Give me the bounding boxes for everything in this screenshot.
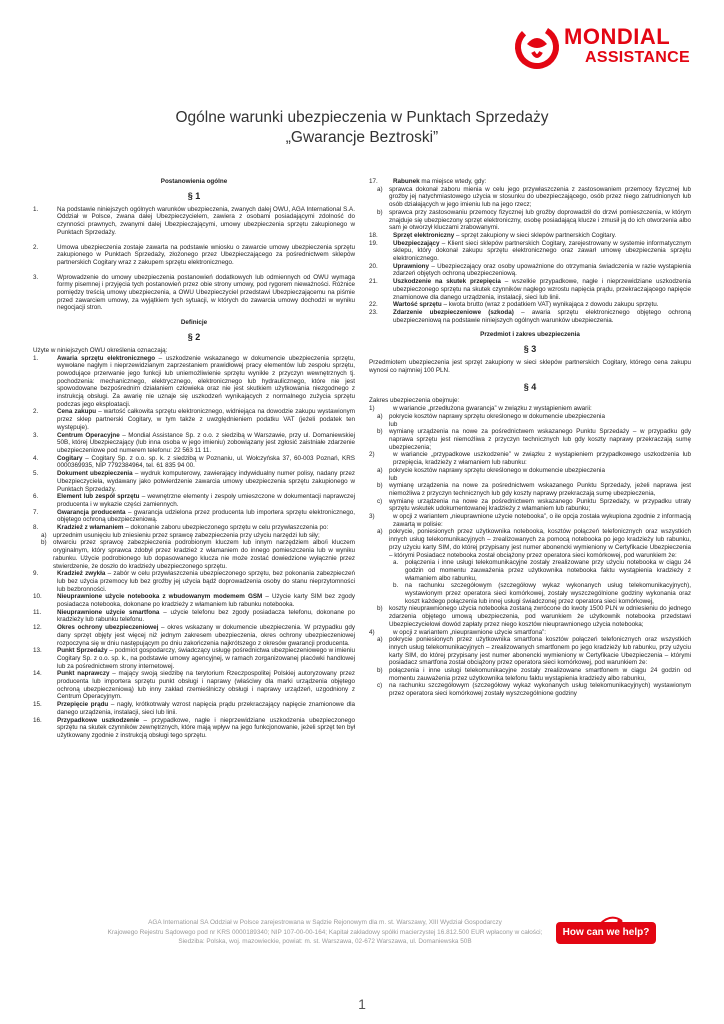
sub-item: a) uprzednim usunięciu lub zniesieniu przez sprawcę zabezpieczenia przy użyciu narzędzi lub siły;	[41, 531, 320, 539]
sub-item: a) pokrycie, poniesionych przez użytkownika notebooka, kosztów połączeń telefonicznych oraz wszystkich innych usług telekomunikacyjnych – zrealizowanych za pomocą notebooka po jego kradzieży lub rabunku, przy użyciu karty SIM, do której przypisany jest numer abonencki wymieniony w Certyfikacie Ubezpieczenia – którymi Posiadacz notebooka został obciążony przez operatora sieci komórkowej, pod warunkiem że:	[377, 528, 691, 559]
mondial-assistance-logo	[513, 22, 711, 78]
definition-item: 13. Punkt Sprzedaży – podmiot gospodarczy, świadczący usługę pośrednictwa ubezpieczeniowego w imieniu Cogitary Sp. z o.o. sp. k., na podstawie umowy agencyjnej, w ramach zorganizowanej placówki handlowej lub za pośrednictwem strony internetowej.	[33, 647, 356, 670]
section-heading: Przedmiot i zakres ubezpieczenia	[480, 331, 580, 339]
definition-item: 17. Rabunek ma miejsce wtedy, gdy:	[369, 178, 487, 185]
sub-item: a) pokrycie poniesionych przez użytkownika smartfona kosztów połączeń telefonicznych oraz wszystkich innych usług telekomunikacyjnych – zrealizowanych smartfonem po jego kradzieży lub rabunku, przy użyciu karty SIM, do której przypisany jest numer abonencki wymieniony w Certyfikacie Ubezpieczenia – którymi posiadacz smartfona został obciążony przez operatora sieci komórkowej, pod warunkiem że:	[377, 636, 691, 667]
paragraph-sign: § 2	[187, 331, 201, 342]
sub-sub-item: a. połączenia i inne usługi telekomunikacyjne zostały zrealizowane przy użyciu notebooka w ciągu 24 godzin od momentu zauważenia przez użytkownika notebooka faktu wystąpienia kradzieży z włamaniem albo rabunku,	[393, 559, 691, 582]
sub-item: b) połączenia i inne usługi telekomunikacyjne zostały zrealizowane smartfonem w ciągu 24 godzin od momentu zauważenia przez użytkownika telefonu faktu wystąpienia kradzieży albo rabunku,	[377, 667, 691, 682]
definition-item: 9. Kradzież zwykła – zabór w celu przywłaszczenia ubezpieczonego sprzętu, bez pokonania zabezpieczeń lub bez użycia przemocy lub bez groźby jej użycia bądź doprowadzenia osoby do stanu nieprzytomności lub bezbronności.	[33, 570, 355, 593]
page-title	[0, 108, 724, 148]
definition-item: 3. Centrum Operacyjne – Mondial Assistance Sp. z o.o. z siedzibą w Warszawie, przy ul. Domaniewskiej 50B, której Ubezpieczający (lub inna osoba w jego imieniu) zobowiązany jest zgłosić zaistniałe zdarzenie ubezpieczeniowe pod numerem telefonu: 22 563 11 11.	[33, 431, 355, 454]
list-item: 3. Wprowadzenie do umowy ubezpieczenia postanowień dodatkowych lub odmiennych od OWU wymaga formy pisemnej i przyjęcia tych postanowień przez obie strony umowy, pod rygorem nieważności. Różnice pomiędzy treścią umowy ubezpieczenia, a OWU Ubezpieczyciel przedstawi Ubezpieczającemu na piśmie przed zawarciem umowy, za wyjątkiem tych sytuacji, w których do zawarcia umowy dochodzi w wyniku negocjacji stron.	[33, 273, 355, 312]
help-badge: How can we help?	[556, 922, 656, 944]
definition-item: 21. Uszkodzenie na skutek przepięcia – wszelkie przypadkowe, nagłe i nieprzewidziane uszkodzenia ubezpieczonego sprzętu na skutek czynników nagłego wzrostu napięcia prądu, przekraczającego napięcie znamionowe dla danego urządzenia, instalacji, sieci lub linii.	[369, 278, 691, 301]
sub-item-or: lub	[389, 474, 398, 482]
footer-line: AGA International SA Oddział w Polsce zarejestrowana w Sądzie Rejonowym dla m. st. Warszawy, XIII Wydział Gospodarczy	[148, 919, 502, 926]
scope-item: 1) w wariancie „przedłużona gwarancja” w związku z wystąpieniem awarii:	[369, 405, 592, 413]
definition-item: 1. Awaria sprzętu elektronicznego – uszkodzenie wskazanego w dokumencie ubezpieczenia sprzętu, wywołane nagłym i nieprzewidzianym zaprzestaniem prawidłowej pracy elementów lub zespołu sprzętu, powodujące przerwanie jego funkcji lub uniemożliwienie sprzętu wynikłe z przyczyn wewnętrznych tj. pochodzenia: mechanicznego, elektrycznego, elektronicznego lub hydraulicznego, które nie jest spowodowane bezpośrednim działaniem człowieka oraz nie jest skutkiem użytkowania niezgodnego z instrukcją obsługi. Za awarię nie uznaje się uszkodzeń wynikających z normalnego zużycia sprzętu podczas jego eksploatacji.	[33, 354, 355, 408]
definition-item: 15. Przepięcie prądu – nagły, krótkotrwały wzrost napięcia prądu przekraczający napięcie znamionowe dla danego urządzenia, instalacji, sieci lub linii.	[33, 701, 355, 716]
section-heading: Definicje	[180, 319, 208, 327]
sub-item: b) koszty nieuprawnionego użycia notebooka zostaną zwrócone do kwoty 1500 PLN w odniesieniu do jednego zdarzenia objętego umową ubezpieczenia, pod warunkiem że użytkownik notebooka przedstawi Ubezpieczycielowi dowód zapłaty przez niego kosztów nieuprawnionego użycia notebooka;	[377, 605, 691, 628]
sub-item: b) sprawca przy zastosowaniu przemocy fizycznej lub groźby doprowadził do drzwi pomieszczenia, w którym znajduje się ubezpieczony sprzęt elektroniczny, osobę posiadającą klucze i zmusił ją do ich otworzenia albo sam je otworzył kluczami zrabowanymi.	[377, 208, 691, 232]
sub-item: c) na rachunku szczegółowym (szczegółowy wykaz wykonanych usług telekomunikacyjnych) wystawionym przez operatora sieci komórkowej zostały wyszczególnione godziny	[377, 682, 691, 698]
left-column	[33, 178, 355, 740]
definition-item: 16. Przypadkowe uszkodzenie – przypadkowe, nagłe i nieprzewidziane uszkodzenia ubezpieczonego sprzętu na skutek czynników zewnętrznych, które mają wpływ na jego funkcjonowanie, jeżeli sprzęt ten był użytkowany zgodnie z instrukcją obsługi tego sprzętu.	[33, 716, 355, 739]
definition-item: 19. Ubezpieczający – Klient sieci sklepów partnerskich Cogitary, zarejestrowany w systemie informatycznym sklepu, który dokonał zakupu sprzętu elektronicznego oraz zawarł umowę ubezpieczenia sprzętu elektronicznego.	[369, 239, 691, 263]
sub-sub-item: b. na rachunku szczegółowym (szczegółowy wykaz wykonanych usług telekomunikacyjnych), wystawionym przez operatora sieci komórkowej, zostały wyszczególnione godziny wykonania oraz koszt każdego połączenia lub innej usługi świadczonej przez operatora sieci komórkowej,	[393, 582, 691, 605]
scope-item: 2) w wariancie „przypadkowe uszkodzenie” w związku z wystąpieniem przypadkowego uszkodzenia lub przepięcia, kradzieży z włamaniem lub rabunku:	[369, 451, 691, 467]
definition-item: 22. Wartość sprzętu – kwota brutto (wraz z podatkiem VAT) wynikająca z dowodu zakupu sprzętu.	[369, 301, 659, 309]
footer-line: Siedziba: Polska, woj. mazowieckie, powiat: m. st. Warszawa, 02-672 Warszawa, ul. Domaniewska 50B	[178, 938, 472, 945]
paragraph-sign: § 3	[523, 344, 537, 355]
definition-item: 4. Cogitary – Cogitary Sp. z o.o. sp. k. z siedzibą w Poznaniu, ul. Wołczyńska 37, 60-003 Poznań, KRS 0000369935, NIP 7792384964, tel. 61 835 94 00.	[33, 454, 355, 470]
footer-legal	[100, 918, 550, 947]
sub-item: a) pokrycie kosztów naprawy sprzętu określonego w dokumencie ubezpieczenia	[377, 466, 605, 474]
right-column	[369, 178, 691, 698]
definition-item: 10. Nieuprawnione użycie notebooka z wbudowanym modemem GSM – Użycie karty SIM bez zgody posiadacza notebooka, dokonane po kradzieży z włamaniem lub rabunku notebooka.	[33, 593, 355, 609]
title-line-1: Ogólne warunki ubezpieczenia w Punktach Sprzedaży	[175, 109, 549, 126]
scope-intro: Zakres ubezpieczenia obejmuje:	[369, 397, 460, 405]
definition-item: 11. Nieuprawnione użycie smartfona – użycie telefonu bez zgody posiadacza telefonu, dokonane po kradzieży lub rabunku telefonu.	[33, 608, 355, 624]
paragraph-sign: § 1	[187, 190, 201, 201]
list-item: 2. Umowa ubezpieczenia zostaje zawarta na podstawie wniosku o zawarcie umowy ubezpieczenia sprzętu zakupionego w Punktach Sprzedaży, złożonego przez Ubezpieczającego za pośrednictwem sklepów partnerskich Cogitary wraz z zakupem sprzętu elektronicznego.	[33, 243, 355, 266]
sub-item: b) wymianę urządzenia na nowe za pośrednictwem wskazanego Punktu Sprzedaży, jeżeli naprawa jest niemożliwa z przyczyn technicznych lub gdy koszty naprawy przekraczają sumę ubezpieczenia,	[377, 482, 691, 497]
definition-item: 6. Element lub zespół sprzętu – wewnętrzne elementy i zespoły umieszczone w dokumentacji naprawczej producenta i w wykazie części zamiennych.	[33, 493, 355, 508]
definition-item: 2. Cena zakupu – wartość całkowita sprzętu elektronicznego, widniejąca na dowodzie zakupu wystawionym przez sklep partnerski Cogitary, w tym także z uwzględnieniem podatku VAT (jeżeli podatek ten występuje).	[33, 408, 355, 431]
section-heading: Postanowienia ogólne	[160, 178, 228, 185]
sub-item: a) sprawca dokonał zaboru mienia w celu jego przywłaszczenia z zastosowaniem przemocy fizycznej lub groźby jej natychmiastowego użycia w stosunku do ubezpieczającego, osób przez niego zatrudnionych lub osób działających w jego imieniu lub na jego rzecz;	[377, 185, 691, 209]
brand-subname: ASSISTANCE	[585, 49, 690, 66]
scope-item: 3) w opcji z wariantem „nieuprawnione użycie notebooka”, o ile opcja została wykupiona zgodnie z informacją zawartą w polisie:	[369, 513, 691, 528]
paragraph-text: Przedmiotem ubezpieczenia jest sprzęt zakupiony w sieci sklepów partnerskich Cogitary, którego cena zakupu wynosi co najmniej 100 PLN.	[369, 359, 691, 374]
definitions-intro: Użyte w niniejszych OWU określenia oznaczają:	[33, 346, 168, 354]
brand-name: MONDIAL	[564, 24, 671, 49]
scope-item: 4) w opcji z wariantem „nieuprawnione użycie smartfona”:	[369, 628, 546, 636]
title-line-2: „Gwarancje Beztroski”	[285, 129, 439, 146]
definition-item: 18. Sprzęt elektroniczny – sprzęt zakupiony w sieci sklepów partnerskich Cogitary.	[369, 231, 617, 239]
sub-item: b) otwarciu przez sprawcę zabezpieczenia podrobionym kluczem lub innym narzędziem albo/i kluczem oryginalnym, który sprawca zdobył przez kradzież z włamaniem do innego pomieszczenia lub w wyniku rabunku. Użycie podrobionego lub dopasowanego klucza nie może zostać dowiedzione wyłącznie przez stwierdzenie, że doszło do kradzieży ubezpieczonego sprzętu.	[41, 539, 355, 570]
definition-item: 12. Okres ochrony ubezpieczeniowej – okres wskazany w dokumencie ubezpieczenia. W przypadku gdy dany sprzęt objęty jest więcej niż jednym zakresem ubezpieczenia, okres ochrony ubezpieczeniowej rozpoczyna się w dniu następującym po dniu zakończenia najkrótszego z okresów gwarancji producenta.	[33, 624, 355, 647]
sub-item: c) wymianę urządzenia na nowe za pośrednictwem wskazanego Punktu Sprzedaży, w przypadku utraty sprzętu wskutek udokumentowanej kradzieży z włamaniem lub rabunku;	[377, 497, 691, 513]
definition-item: 20. Uprawniony – Ubezpieczający oraz osoby upoważnione do otrzymania świadczenia w razie wystąpienia zdarzeń objętych ochroną ubezpieczeniową.	[369, 262, 691, 278]
definition-item: 5. Dokument ubezpieczenia – wydruk komputerowy, zawierający indywidualny numer polisy, nadany przez Ubezpieczyciela, wydawany jako potwierdzenie zawarcia umowy ubezpieczenia sprzętu zakupionego w Punktach Sprzedaży.	[33, 470, 356, 493]
definition-item: 23. Zdarzenie ubezpieczeniowe (szkoda) – awaria sprzętu elektronicznego objętego ochroną ubezpieczeniową na podstawie niniejszych ogólnych warunków ubezpieczenia.	[369, 308, 691, 324]
list-item: 1. Na podstawie niniejszych ogólnych warunków ubezpieczenia, zwanych dalej OWU, AGA International S.A. Oddział w Polsce, zwana dalej Ubezpieczycielem, zawiera z osobami posiadającymi zdolność do czynności prawnych, zwanymi dalej Ubezpieczającymi, umowy ubezpieczenia sprzętu zakupionego w Punktach Sprzedaży.	[33, 205, 355, 236]
footer-line: Krajowego Rejestru Sądowego pod nr KRS 0000189340; NIP 107-00-00-164; Kapitał zakładowy spółki macierzystej 16.812.500 EUR wpłacony w całości;	[107, 928, 543, 936]
page-number: 1	[358, 996, 366, 1012]
paragraph-sign: § 4	[523, 382, 537, 393]
sub-item: b) wymianę urządzenia na nowe za pośrednictwem wskazanego Punktu Sprzedaży – w przypadku gdy naprawa sprzętu jest niemożliwa z przyczyn technicznych lub gdy koszty naprawy przekraczają sumę ubezpieczenia;	[377, 428, 691, 451]
mondial-logo-icon	[513, 22, 561, 72]
definition-item: 14. Punkt naprawczy – mający swoją siedzibę na terytorium Rzeczpospolitej Polskiej autoryzowany przez producenta lub importera sprzętu punkt obsługi i naprawy (właściwy dla marki urządzenia objętego ochroną ubezpieczeniową) lub inny zakład rzemieślniczy obsługi i naprawy urządzeń, uzgodniony z Centrum Operacyjnym.	[33, 670, 355, 701]
definition-item: 7. Gwarancja producenta – gwarancja udzielona przez producenta lub importera sprzętu elektronicznego, objętego ochroną ubezpieczeniową.	[33, 508, 355, 524]
sub-item-or: lub	[389, 420, 398, 428]
sub-item: a) pokrycie kosztów naprawy sprzętu określonego w dokumencie ubezpieczenia	[377, 412, 605, 420]
definition-item: 8. Kradzież z włamaniem – dokonanie zaboru ubezpieczonego sprzętu w celu przywłaszczenia po:	[33, 524, 329, 532]
